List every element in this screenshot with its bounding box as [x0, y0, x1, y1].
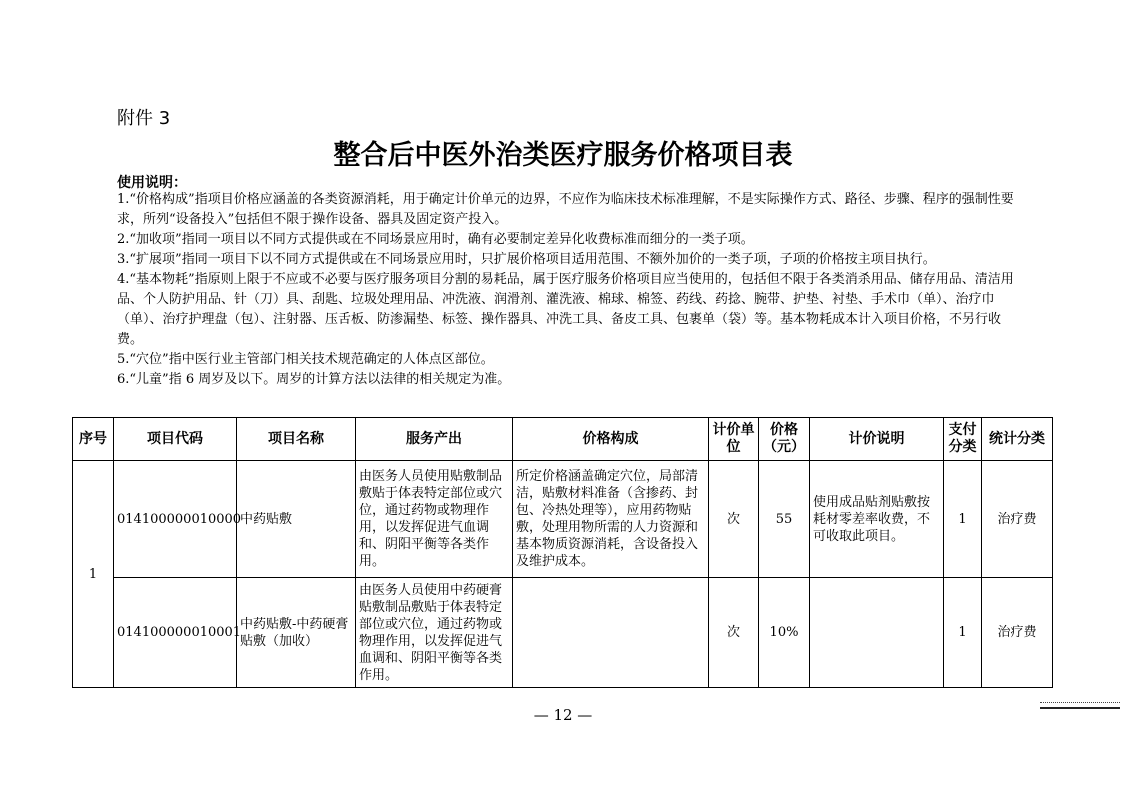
- row-seq-cell: 1: [73, 461, 114, 688]
- page-number: — 12 —: [533, 706, 593, 724]
- notes-heading: 使用说明：: [117, 175, 187, 191]
- item-code-cell: 014100000010001: [114, 578, 237, 688]
- price-cell: 10%: [759, 578, 810, 688]
- col-code-header: 项目代码: [114, 418, 237, 461]
- col-pay-class-header: 支付分类: [944, 418, 982, 461]
- col-output-header: 服务产出: [356, 418, 513, 461]
- table-header-row: [73, 418, 1053, 461]
- item-name-cell: 中药贴敷: [237, 461, 356, 578]
- pay-class-cell: 1: [944, 578, 982, 688]
- note-item-5: 5.“穴位”指中医行业主管部门相关技术规范确定的人体点区部位。: [117, 352, 494, 367]
- col-pricing-note-header: 计价说明: [810, 418, 944, 461]
- stat-class-cell: 治疗费: [982, 578, 1053, 688]
- pricing-note-cell: [810, 578, 944, 688]
- attachment-label: 附件 3: [117, 108, 171, 129]
- pay-class-cell: 1: [944, 461, 982, 578]
- col-seq-header: 序号: [73, 418, 114, 461]
- pricing-unit-cell: 次: [709, 578, 759, 688]
- table-row: [73, 578, 1053, 688]
- document-title: 整合后中医外治类医疗服务价格项目表: [333, 140, 793, 171]
- note-item-1: 1.“价格构成”指项目价格应涵盖的各类资源消耗，用于确定计价单元的边界，不应作为临床技术标准理解，不是实际操作方式、路径、步骤、程序的强制性要求，所列“设备投入”包括但不限于操作设备、器具及固定资产投入。: [117, 192, 1014, 227]
- price-composition-cell: [513, 578, 709, 688]
- col-name-header: 项目名称: [237, 418, 356, 461]
- col-composition-header: 价格构成: [513, 418, 709, 461]
- stat-class-cell: 治疗费: [982, 461, 1053, 578]
- pricing-unit-cell: 次: [709, 461, 759, 578]
- note-item-6: 6.“儿童”指 6 周岁及以下。周岁的计算方法以法律的相关规定为准。: [117, 372, 511, 387]
- price-item-table: [72, 417, 1053, 688]
- scan-artifact: [1040, 702, 1120, 709]
- col-unit-header: 计价单位: [709, 418, 759, 461]
- col-price-header: 价格（元）: [759, 418, 810, 461]
- usage-notes: [117, 190, 1017, 390]
- note-item-2: 2.“加收项”指同一项目以不同方式提供或在不同场景应用时，确有必要制定差异化收费标准而细分的一类子项。: [117, 232, 754, 247]
- price-cell: 55: [759, 461, 810, 578]
- note-item-4: 4.“基本物耗”指原则上限于不应或不必要与医疗服务项目分割的易耗品，属于医疗服务价格项目应当使用的，包括但不限于各类消杀用品、储存用品、清洁用品、个人防护用品、针（刀）具、刮匙、垃圾处理用品、冲洗液、润滑剂、灌洗液、棉球、棉签、药线、药捻、腕带、护垫、衬垫、手术巾（单）、治疗巾（单）、治疗护理盘（包）、注射器、压舌板、防渗漏垫、标签、操作器具、冲洗工具、备皮工具、包裹单（袋）等。基本物耗成本计入项目价格，不另行收费。: [117, 272, 1014, 347]
- note-item-3: 3.“扩展项”指同一项目下以不同方式提供或在不同场景应用时，只扩展价格项目适用范围、不额外加价的一类子项，子项的价格按主项目执行。: [117, 252, 936, 267]
- item-code-cell: 014100000010000: [114, 461, 237, 578]
- price-composition-cell: 所定价格涵盖确定穴位，局部清洁，贴敷材料准备（含掺药、封包、冷热处理等），应用药物贴敷，处理用物所需的人力资源和基本物质资源消耗，含设备投入及维护成本。: [513, 461, 709, 578]
- service-output-cell: 由医务人员使用中药硬膏贴敷制品敷贴于体表特定部位或穴位，通过药物或物理作用，以发挥促进气血调和、阴阳平衡等各类作用。: [356, 578, 513, 688]
- col-stat-class-header: 统计分类: [982, 418, 1053, 461]
- table-row: [73, 461, 1053, 578]
- service-output-cell: 由医务人员使用贴敷制品敷贴于体表特定部位或穴位，通过药物或物理作用，以发挥促进气血调和、阴阳平衡等各类作用。: [356, 461, 513, 578]
- pricing-note-cell: 使用成品贴剂贴敷按耗材零差率收费，不可收取此项目。: [810, 461, 944, 578]
- item-name-cell: 中药贴敷-中药硬膏贴敷（加收）: [237, 578, 356, 688]
